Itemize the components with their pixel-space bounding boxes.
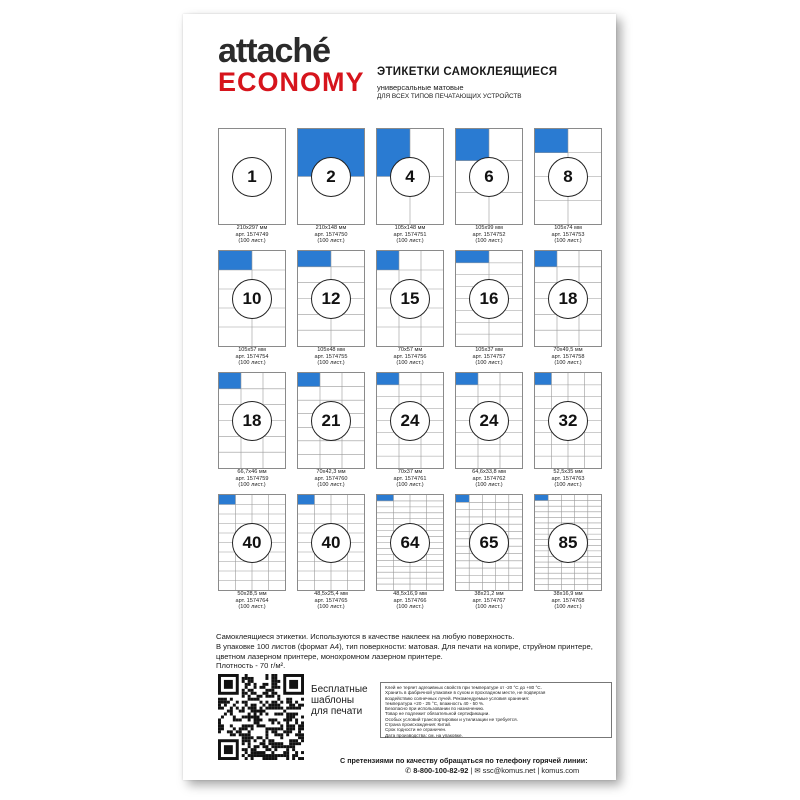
caption-pack: (100 лист.) [554,238,582,244]
caption-pack: (100 лист.) [475,360,503,366]
label-caption [449,591,529,611]
highlighted-label [219,251,252,270]
sheet-layout-thumbnail [455,494,523,591]
label-count: 85 [548,523,588,563]
label-count: 24 [390,401,430,441]
hotline-phone[interactable]: 8-800-100-82-92 [413,766,469,775]
info-line: воздействию солнечных лучей. Рекомендуемые условия хранения: [385,695,530,701]
caption-pack: (100 лист.) [396,482,424,488]
caption-size: 64,6x33,8 мм [472,469,506,475]
label-caption [291,347,371,367]
highlighted-label [535,251,557,267]
sheet-layout-thumbnail [376,494,444,591]
highlighted-label [219,373,241,389]
sheet-layout-thumbnail [218,128,286,225]
caption-art: арт. 1574765 [314,597,348,604]
label-count: 64 [390,523,430,563]
caption-art: арт. 1574758 [551,353,585,360]
highlighted-label [535,129,568,153]
label-caption [291,591,371,611]
label-caption [212,225,292,245]
hotline-site[interactable]: komus.com [541,766,580,775]
label-count: 40 [311,523,351,563]
caption-size: 105x37 мм [475,347,503,353]
caption-art: арт. 1574763 [551,475,585,482]
free-templates-line: Бесплатные [311,684,368,695]
caption-pack: (100 лист.) [238,238,266,244]
info-line: Страна происхождения: Китай. [385,722,452,728]
caption-size: 70x42,3 мм [316,469,346,475]
free-templates-line: шаблоны [311,695,355,706]
label-count: 24 [469,401,509,441]
label-count: 8 [548,157,588,197]
product-description [216,632,611,671]
label-count: 18 [232,401,272,441]
label-caption [212,347,292,367]
label-caption [291,469,371,489]
brand-name: attaché [218,32,331,70]
label-layout-grid [218,128,618,608]
caption-art: арт. 1574760 [314,475,348,482]
caption-art: арт. 1574764 [235,597,269,604]
caption-pack: (100 лист.) [554,604,582,610]
sheet-layout-thumbnail [297,128,365,225]
caption-size: 105x74 мм [554,225,582,231]
caption-size: 48,5x25,4 мм [314,591,348,597]
caption-size: 105x99 мм [475,225,503,231]
label-caption [370,225,450,245]
hotline-contacts [405,766,579,775]
caption-art: арт. 1574759 [235,475,269,482]
label-caption [528,347,608,367]
caption-size: 38x16,9 мм [553,591,583,597]
info-line: Товар не подлежит обязательной сертификации. [385,711,490,717]
caption-size: 50x28,5 мм [237,591,267,597]
sheet-layout-thumbnail [534,372,602,469]
description-line: В упаковке 100 листов (формат А4), тип поверхности: матовая. Для печати на копире, струйном принтере, цветном лазерном принтере, монохромном лазерном принтере. [216,641,593,661]
highlighted-label [298,373,320,387]
label-caption [212,591,292,611]
caption-size: 52,5x35 мм [553,469,583,475]
label-count: 12 [311,279,351,319]
info-line: Безопасно при использовании по назначению. [385,706,485,712]
hotline-email[interactable]: ssc@komus.net [482,766,536,775]
free-templates-line: для печати [311,706,363,717]
separator: | [537,766,542,775]
caption-pack: (100 лист.) [475,604,503,610]
page-subtitle-2: ДЛЯ ВСЕХ ТИПОВ ПЕЧАТАЮЩИХ УСТРОЙСТВ [377,93,522,100]
caption-art: арт. 1574753 [551,231,585,238]
free-templates-label [311,684,368,717]
sheet-layout-thumbnail [218,250,286,347]
sheet-layout-thumbnail [534,250,602,347]
caption-pack: (100 лист.) [475,238,503,244]
caption-pack: (100 лист.) [396,604,424,610]
caption-pack: (100 лист.) [238,604,266,610]
highlighted-label [456,495,469,502]
sheet-layout-thumbnail [218,372,286,469]
label-count: 10 [232,279,272,319]
caption-art: арт. 1574767 [472,597,506,604]
caption-pack: (100 лист.) [554,482,582,488]
qr-code[interactable] [218,674,304,760]
highlighted-label [377,251,399,270]
caption-size: 48,5x16,9 мм [393,591,427,597]
label-count: 21 [311,401,351,441]
separator: | [470,766,475,775]
label-caption [528,225,608,245]
label-count: 32 [548,401,588,441]
info-line: Клей не теряет адгезивных свойств при температуре от -20 °С до +80 °С. [385,685,542,690]
caption-art: арт. 1574766 [393,597,427,604]
caption-pack: (100 лист.) [317,360,345,366]
highlighted-label [535,373,552,385]
page-title: ЭТИКЕТКИ САМОКЛЕЯЩИЕСЯ [377,66,558,78]
caption-size: 70x57 мм [397,347,423,353]
label-caption [370,347,450,367]
label-caption [291,225,371,245]
caption-art: арт. 1574751 [393,231,427,238]
sheet-layout-thumbnail [218,494,286,591]
caption-pack: (100 лист.) [396,238,424,244]
sheet-layout-thumbnail [455,128,523,225]
highlighted-label [377,495,394,501]
info-line: Срок годности не ограничен. [385,727,447,733]
caption-size: 105x148 мм [394,225,426,231]
caption-pack: (100 лист.) [554,360,582,366]
label-caption [528,591,608,611]
highlighted-label [298,495,315,505]
hotline-text: С претензиями по качеству обращаться по телефону горячей линии: [340,756,588,765]
caption-art: арт. 1574762 [472,475,506,482]
caption-art: арт. 1574754 [235,353,269,360]
phone-icon: ✆ [405,766,412,775]
brand-logo [218,32,365,97]
product-sheet [183,14,616,780]
info-line: температура +20 - 25 °С, влажность 40 - 50 %. [385,700,485,706]
caption-pack: (100 лист.) [317,482,345,488]
caption-size: 210x297 мм [236,225,268,231]
sheet-layout-thumbnail [534,128,602,225]
highlighted-label [298,251,331,267]
caption-size: 70x49,5 мм [553,347,583,353]
sheet-layout-thumbnail [376,128,444,225]
label-count: 15 [390,279,430,319]
caption-art: арт. 1574761 [393,475,427,482]
caption-pack: (100 лист.) [317,604,345,610]
caption-art: арт. 1574755 [314,353,348,360]
sheet-layout-thumbnail [297,494,365,591]
label-caption [370,469,450,489]
label-count: 4 [390,157,430,197]
description-line: Самоклеящиеся этикетки. Используются в качестве наклеек на любую поверхность. [216,632,515,641]
sheet-layout-thumbnail [455,250,523,347]
label-caption [449,347,529,367]
caption-pack: (100 лист.) [317,238,345,244]
caption-pack: (100 лист.) [238,360,266,366]
caption-art: арт. 1574752 [472,231,506,238]
caption-art: арт. 1574756 [393,353,427,360]
label-count: 18 [548,279,588,319]
caption-art: арт. 1574750 [314,231,348,238]
storage-info-box [380,682,612,738]
brand-subline: ECONOMY [218,67,365,97]
label-count: 40 [232,523,272,563]
highlighted-label [219,495,236,505]
sheet-layout-thumbnail [297,250,365,347]
sheet-layout-thumbnail [534,494,602,591]
highlighted-label [377,373,399,385]
caption-art: арт. 1574768 [551,597,585,604]
caption-size: 70x37 мм [397,469,423,475]
caption-pack: (100 лист.) [396,360,424,366]
label-count: 1 [232,157,272,197]
caption-pack: (100 лист.) [475,482,503,488]
sheet-layout-thumbnail [376,250,444,347]
mail-icon: ✉ [474,766,481,775]
highlighted-label [456,251,489,263]
caption-size: 105x48 мм [317,347,345,353]
info-line: Дата производства: см. на упаковке. [385,732,463,738]
sheet-layout-thumbnail [376,372,444,469]
label-count: 2 [311,157,351,197]
description-line: Плотность - 70 г/м². [216,661,286,671]
label-caption [370,591,450,611]
label-count: 16 [469,279,509,319]
caption-size: 38x21,2 мм [474,591,504,597]
sheet-layout-thumbnail [455,372,523,469]
highlighted-label [456,373,478,385]
caption-art: арт. 1574757 [472,353,506,360]
caption-size: 105x57 мм [238,347,266,353]
label-caption [449,469,529,489]
label-caption [528,469,608,489]
page-subtitle: универсальные матовые [377,83,464,92]
info-line: Особых условий транспортировки и утилизации не требуется. [385,716,518,722]
caption-size: 210x148 мм [315,225,347,231]
caption-art: арт. 1574749 [235,231,269,238]
highlighted-label [535,495,548,501]
sheet-layout-thumbnail [297,372,365,469]
label-count: 65 [469,523,509,563]
label-caption [212,469,292,489]
label-count: 6 [469,157,509,197]
info-line: Хранить в фабричной упаковке в сухом и прохладном месте, не подвергая [385,690,546,696]
caption-pack: (100 лист.) [238,482,266,488]
caption-size: 66,7x46 мм [237,469,267,475]
label-caption [449,225,529,245]
